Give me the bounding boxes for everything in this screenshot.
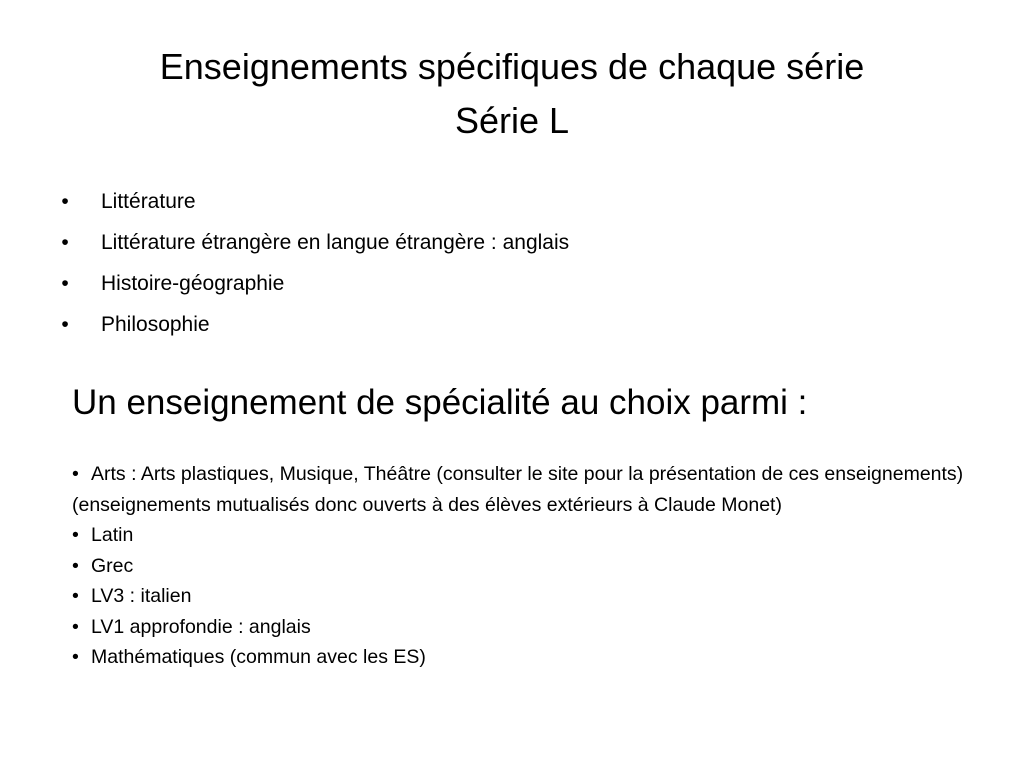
bullet-icon: •	[72, 463, 79, 485]
core-subjects-list	[60, 181, 960, 345]
slide-title-line-2: Série L	[454, 100, 570, 141]
core-subject-label: Littérature	[101, 190, 196, 213]
specialty-option-label: Arts : Arts plastiques, Musique, Théâtre (consulter le site pour la présentation de ces enseignements) (enseignements mutualisés donc ouverts à des élèves extérieurs à Claude Monet)	[72, 463, 964, 516]
specialty-heading: Un enseignement de spécialité au choix parmi :	[72, 383, 808, 422]
specialty-option-label: Latin	[91, 524, 134, 546]
bullet-icon: •	[61, 231, 69, 254]
specialty-option-item	[72, 612, 992, 643]
core-subject-item	[60, 304, 960, 345]
core-subject-item	[60, 222, 960, 263]
core-subject-item	[60, 263, 960, 304]
bullet-icon: •	[72, 615, 79, 638]
core-subject-item	[60, 181, 960, 222]
bullet-icon: •	[72, 585, 79, 607]
core-subject-label: Littérature étrangère en langue étrangère : anglais	[101, 231, 570, 254]
specialty-options-list	[72, 459, 992, 673]
specialty-option-item	[72, 459, 992, 520]
bullet-icon: •	[61, 190, 69, 213]
bullet-icon: •	[72, 646, 79, 668]
specialty-option-label: Mathématiques (commun avec les ES)	[91, 646, 426, 668]
core-subject-label: Histoire-géographie	[101, 272, 285, 295]
slide-title	[60, 40, 964, 148]
specialty-option-item	[72, 551, 992, 582]
bullet-icon: •	[72, 524, 79, 546]
specialty-option-label: LV1 approfondie : anglais	[91, 615, 311, 638]
specialty-option-label: Grec	[91, 554, 134, 577]
core-subject-label: Philosophie	[101, 313, 210, 336]
specialty-option-item	[72, 520, 992, 551]
specialty-option-item	[72, 642, 992, 673]
bullet-icon: •	[61, 272, 69, 295]
specialty-option-label: LV3 : italien	[91, 585, 192, 607]
slide-title-line-1: Enseignements spécifiques de chaque série	[159, 46, 865, 87]
bullet-icon: •	[72, 554, 79, 577]
bullet-icon: •	[61, 313, 69, 336]
specialty-option-item	[72, 581, 992, 612]
